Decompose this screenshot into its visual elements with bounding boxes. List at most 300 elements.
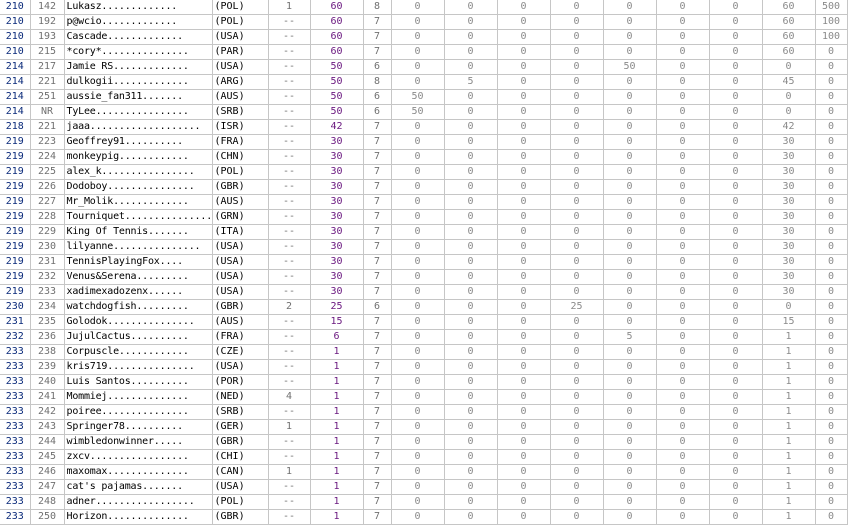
t6-cell: 0: [656, 75, 709, 90]
player-name-cell[interactable]: Jamie RS.............: [64, 60, 212, 75]
t6-cell: 0: [656, 90, 709, 105]
t2-cell: 0: [444, 450, 497, 465]
t4-cell: 0: [550, 15, 603, 30]
t3-cell: 0: [497, 465, 550, 480]
points-cell: 1: [310, 450, 363, 465]
t4-cell: 0: [550, 345, 603, 360]
t3-cell: 0: [497, 255, 550, 270]
t3-cell: 0: [497, 165, 550, 180]
country-cell: (CHN): [212, 150, 268, 165]
t9-cell: 0: [815, 360, 847, 375]
t8-cell: 30: [762, 270, 815, 285]
t5-cell: 0: [603, 30, 656, 45]
movement-cell: --: [268, 480, 310, 495]
player-name-cell[interactable]: xadimexadozenx......: [64, 285, 212, 300]
t7-cell: 0: [709, 210, 762, 225]
table-row: [0, 240, 847, 255]
country-cell: (GRN): [212, 210, 268, 225]
player-name-cell[interactable]: dulkogii.............: [64, 75, 212, 90]
player-name-cell[interactable]: monkeypig............: [64, 150, 212, 165]
t2-cell: 0: [444, 360, 497, 375]
played-cell: 7: [363, 240, 391, 255]
t8-cell: 1: [762, 495, 815, 510]
table-row: [0, 480, 847, 495]
table-row: [0, 450, 847, 465]
country-cell: (AUS): [212, 315, 268, 330]
movement-cell: 1: [268, 465, 310, 480]
table-row: [0, 300, 847, 315]
t5-cell: 0: [603, 255, 656, 270]
t5-cell: 0: [603, 225, 656, 240]
t5-cell: 0: [603, 75, 656, 90]
t6-cell: 0: [656, 375, 709, 390]
t7-cell: 0: [709, 180, 762, 195]
prev-rank-cell: 238: [30, 345, 64, 360]
player-name-cell[interactable]: Geoffrey91..........: [64, 135, 212, 150]
movement-cell: --: [268, 45, 310, 60]
country-cell: (POL): [212, 495, 268, 510]
t2-cell: 0: [444, 300, 497, 315]
movement-cell: --: [268, 405, 310, 420]
rank-cell: 214: [0, 90, 30, 105]
t6-cell: 0: [656, 270, 709, 285]
t3-cell: 0: [497, 405, 550, 420]
t7-cell: 0: [709, 360, 762, 375]
t8-cell: 30: [762, 255, 815, 270]
movement-cell: --: [268, 135, 310, 150]
t2-cell: 0: [444, 330, 497, 345]
table-row: [0, 345, 847, 360]
t9-cell: 0: [815, 375, 847, 390]
t4-cell: 0: [550, 450, 603, 465]
t7-cell: 0: [709, 240, 762, 255]
t3-cell: 0: [497, 210, 550, 225]
t6-cell: 0: [656, 510, 709, 525]
t3-cell: 0: [497, 150, 550, 165]
t6-cell: 0: [656, 390, 709, 405]
player-name-cell[interactable]: Golodok...............: [64, 315, 212, 330]
rank-cell: 219: [0, 285, 30, 300]
player-name-cell[interactable]: zxcv.................: [64, 450, 212, 465]
country-cell: (ITA): [212, 225, 268, 240]
rank-cell: 233: [0, 420, 30, 435]
movement-cell: --: [268, 375, 310, 390]
movement-cell: --: [268, 510, 310, 525]
t2-cell: 0: [444, 60, 497, 75]
points-cell: 30: [310, 270, 363, 285]
t8-cell: 0: [762, 300, 815, 315]
t1-cell: 0: [391, 0, 444, 15]
rank-cell: 214: [0, 60, 30, 75]
t4-cell: 25: [550, 300, 603, 315]
t4-cell: 0: [550, 285, 603, 300]
t9-cell: 0: [815, 60, 847, 75]
t3-cell: 0: [497, 300, 550, 315]
country-cell: (AUS): [212, 90, 268, 105]
rank-cell: 233: [0, 390, 30, 405]
prev-rank-cell: 226: [30, 180, 64, 195]
t1-cell: 0: [391, 345, 444, 360]
t5-cell: 0: [603, 120, 656, 135]
t4-cell: 0: [550, 240, 603, 255]
t6-cell: 0: [656, 15, 709, 30]
points-cell: 30: [310, 165, 363, 180]
t7-cell: 0: [709, 330, 762, 345]
t9-cell: 0: [815, 315, 847, 330]
t8-cell: 0: [762, 60, 815, 75]
prev-rank-cell: 242: [30, 405, 64, 420]
table-row: [0, 105, 847, 120]
t5-cell: 0: [603, 150, 656, 165]
player-name-cell[interactable]: Springer78..........: [64, 420, 212, 435]
t4-cell: 0: [550, 465, 603, 480]
t1-cell: 0: [391, 480, 444, 495]
t6-cell: 0: [656, 150, 709, 165]
player-name-cell[interactable]: *cory*...............: [64, 45, 212, 60]
t5-cell: 0: [603, 45, 656, 60]
t5-cell: 0: [603, 495, 656, 510]
played-cell: 7: [363, 450, 391, 465]
t1-cell: 0: [391, 120, 444, 135]
movement-cell: --: [268, 240, 310, 255]
player-name-cell[interactable]: Cascade.............: [64, 30, 212, 45]
t9-cell: 0: [815, 105, 847, 120]
played-cell: 7: [363, 345, 391, 360]
rank-cell: 233: [0, 360, 30, 375]
t4-cell: 0: [550, 435, 603, 450]
player-name-cell[interactable]: Dodoboy...............: [64, 180, 212, 195]
played-cell: 7: [363, 180, 391, 195]
movement-cell: --: [268, 270, 310, 285]
table-row: [0, 165, 847, 180]
country-cell: (CHI): [212, 450, 268, 465]
t8-cell: 30: [762, 195, 815, 210]
points-cell: 30: [310, 240, 363, 255]
rank-cell: 214: [0, 75, 30, 90]
t1-cell: 0: [391, 465, 444, 480]
t8-cell: 1: [762, 450, 815, 465]
prev-rank-cell: 192: [30, 15, 64, 30]
t7-cell: 0: [709, 375, 762, 390]
player-name-cell[interactable]: p@wcio.............: [64, 15, 212, 30]
table-row: [0, 315, 847, 330]
t2-cell: 0: [444, 285, 497, 300]
country-cell: (GBR): [212, 180, 268, 195]
movement-cell: --: [268, 195, 310, 210]
t9-cell: 0: [815, 450, 847, 465]
movement-cell: --: [268, 165, 310, 180]
t7-cell: 0: [709, 270, 762, 285]
t6-cell: 0: [656, 315, 709, 330]
rank-cell: 219: [0, 165, 30, 180]
t8-cell: 1: [762, 330, 815, 345]
player-name-cell[interactable]: kris719...............: [64, 360, 212, 375]
country-cell: (FRA): [212, 135, 268, 150]
t3-cell: 0: [497, 30, 550, 45]
player-name-cell[interactable]: Lukasz.............: [64, 0, 212, 15]
t2-cell: 5: [444, 75, 497, 90]
t8-cell: 30: [762, 210, 815, 225]
t4-cell: 0: [550, 405, 603, 420]
t7-cell: 0: [709, 420, 762, 435]
t2-cell: 0: [444, 480, 497, 495]
t8-cell: 60: [762, 45, 815, 60]
country-cell: (ARG): [212, 75, 268, 90]
table-row: [0, 210, 847, 225]
movement-cell: --: [268, 315, 310, 330]
player-name-cell[interactable]: Mr_Molik.............: [64, 195, 212, 210]
points-cell: 42: [310, 120, 363, 135]
played-cell: 7: [363, 255, 391, 270]
t8-cell: 60: [762, 0, 815, 15]
t8-cell: 1: [762, 375, 815, 390]
rank-cell: 233: [0, 435, 30, 450]
t3-cell: 0: [497, 135, 550, 150]
t1-cell: 0: [391, 450, 444, 465]
table-row: [0, 420, 847, 435]
player-name-cell[interactable]: lilyanne...............: [64, 240, 212, 255]
t3-cell: 0: [497, 495, 550, 510]
t1-cell: 0: [391, 165, 444, 180]
table-row: [0, 195, 847, 210]
played-cell: 7: [363, 135, 391, 150]
player-name-cell[interactable]: JujulCactus..........: [64, 330, 212, 345]
t2-cell: 0: [444, 345, 497, 360]
t3-cell: 0: [497, 60, 550, 75]
t9-cell: 0: [815, 465, 847, 480]
rank-cell: 218: [0, 120, 30, 135]
t9-cell: 0: [815, 420, 847, 435]
t6-cell: 0: [656, 195, 709, 210]
t6-cell: 0: [656, 210, 709, 225]
t8-cell: 30: [762, 150, 815, 165]
player-name-cell[interactable]: adner.................: [64, 495, 212, 510]
t1-cell: 0: [391, 135, 444, 150]
t6-cell: 0: [656, 135, 709, 150]
points-cell: 1: [310, 480, 363, 495]
t6-cell: 0: [656, 345, 709, 360]
player-name-cell[interactable]: cat's pajamas.......: [64, 480, 212, 495]
rank-cell: 231: [0, 315, 30, 330]
country-cell: (USA): [212, 30, 268, 45]
rank-cell: 233: [0, 495, 30, 510]
rank-cell: 233: [0, 375, 30, 390]
player-name-cell[interactable]: aussie_fan311.......: [64, 90, 212, 105]
t9-cell: 0: [815, 390, 847, 405]
t9-cell: 0: [815, 480, 847, 495]
movement-cell: --: [268, 120, 310, 135]
t6-cell: 0: [656, 120, 709, 135]
played-cell: 8: [363, 0, 391, 15]
table-row: [0, 435, 847, 450]
player-name-cell[interactable]: jaaa...................: [64, 120, 212, 135]
player-name-cell[interactable]: Corpuscle............: [64, 345, 212, 360]
t4-cell: 0: [550, 420, 603, 435]
t5-cell: 0: [603, 315, 656, 330]
t4-cell: 0: [550, 480, 603, 495]
t3-cell: 0: [497, 315, 550, 330]
prev-rank-cell: 217: [30, 60, 64, 75]
played-cell: 7: [363, 210, 391, 225]
played-cell: 7: [363, 420, 391, 435]
t9-cell: 0: [815, 345, 847, 360]
t6-cell: 0: [656, 480, 709, 495]
player-name-cell[interactable]: wimbledonwinner.....: [64, 435, 212, 450]
t3-cell: 0: [497, 15, 550, 30]
t2-cell: 0: [444, 150, 497, 165]
country-cell: (USA): [212, 480, 268, 495]
country-cell: (USA): [212, 240, 268, 255]
movement-cell: --: [268, 285, 310, 300]
rank-cell: 233: [0, 480, 30, 495]
country-cell: (GBR): [212, 300, 268, 315]
t4-cell: 0: [550, 510, 603, 525]
player-name-cell[interactable]: Venus&Serena.........: [64, 270, 212, 285]
t1-cell: 0: [391, 75, 444, 90]
prev-rank-cell: 251: [30, 90, 64, 105]
played-cell: 7: [363, 330, 391, 345]
t3-cell: 0: [497, 480, 550, 495]
t2-cell: 0: [444, 240, 497, 255]
country-cell: (POR): [212, 375, 268, 390]
t1-cell: 0: [391, 375, 444, 390]
t9-cell: 0: [815, 330, 847, 345]
player-name-cell[interactable]: alex_k................: [64, 165, 212, 180]
prev-rank-cell: 230: [30, 240, 64, 255]
prev-rank-cell: 224: [30, 150, 64, 165]
points-cell: 50: [310, 60, 363, 75]
played-cell: 8: [363, 75, 391, 90]
rank-cell: 219: [0, 195, 30, 210]
t8-cell: 1: [762, 465, 815, 480]
t2-cell: 0: [444, 15, 497, 30]
prev-rank-cell: 223: [30, 135, 64, 150]
t2-cell: 0: [444, 435, 497, 450]
prev-rank-cell: 231: [30, 255, 64, 270]
country-cell: (GER): [212, 420, 268, 435]
t8-cell: 1: [762, 390, 815, 405]
played-cell: 7: [363, 405, 391, 420]
played-cell: 6: [363, 60, 391, 75]
t9-cell: 500: [815, 0, 847, 15]
country-cell: (FRA): [212, 330, 268, 345]
t4-cell: 0: [550, 75, 603, 90]
points-cell: 1: [310, 375, 363, 390]
t5-cell: 0: [603, 405, 656, 420]
t9-cell: 0: [815, 225, 847, 240]
t8-cell: 45: [762, 75, 815, 90]
table-row: [0, 285, 847, 300]
played-cell: 7: [363, 270, 391, 285]
points-cell: 30: [310, 285, 363, 300]
table-row: [0, 495, 847, 510]
t2-cell: 0: [444, 390, 497, 405]
country-cell: (USA): [212, 270, 268, 285]
player-name-cell[interactable]: watchdogfish.........: [64, 300, 212, 315]
t3-cell: 0: [497, 240, 550, 255]
player-name-cell[interactable]: Luis Santos..........: [64, 375, 212, 390]
prev-rank-cell: 235: [30, 315, 64, 330]
rank-cell: 219: [0, 270, 30, 285]
played-cell: 7: [363, 465, 391, 480]
country-cell: (CZE): [212, 345, 268, 360]
player-name-cell[interactable]: poiree...............: [64, 405, 212, 420]
t7-cell: 0: [709, 285, 762, 300]
prev-rank-cell: 221: [30, 120, 64, 135]
prev-rank-cell: 248: [30, 495, 64, 510]
points-cell: 1: [310, 360, 363, 375]
t9-cell: 100: [815, 15, 847, 30]
t3-cell: 0: [497, 450, 550, 465]
country-cell: (GBR): [212, 435, 268, 450]
t9-cell: 0: [815, 180, 847, 195]
movement-cell: 4: [268, 390, 310, 405]
t4-cell: 0: [550, 315, 603, 330]
table-row: [0, 120, 847, 135]
t3-cell: 0: [497, 435, 550, 450]
points-cell: 30: [310, 180, 363, 195]
t4-cell: 0: [550, 375, 603, 390]
rank-cell: 210: [0, 15, 30, 30]
t4-cell: 0: [550, 210, 603, 225]
played-cell: 7: [363, 15, 391, 30]
player-name-cell[interactable]: King Of Tennis.......: [64, 225, 212, 240]
player-name-cell[interactable]: maxomax..............: [64, 465, 212, 480]
played-cell: 6: [363, 105, 391, 120]
player-name-cell[interactable]: TyLee................: [64, 105, 212, 120]
t1-cell: 0: [391, 150, 444, 165]
t1-cell: 0: [391, 315, 444, 330]
player-name-cell[interactable]: Mommiej..............: [64, 390, 212, 405]
player-name-cell[interactable]: TennisPlayingFox....: [64, 255, 212, 270]
t3-cell: 0: [497, 180, 550, 195]
rank-cell: 233: [0, 510, 30, 525]
t5-cell: 0: [603, 180, 656, 195]
t4-cell: 0: [550, 90, 603, 105]
t5-cell: 0: [603, 15, 656, 30]
t8-cell: 1: [762, 405, 815, 420]
t1-cell: 0: [391, 330, 444, 345]
t5-cell: 0: [603, 0, 656, 15]
prev-rank-cell: 243: [30, 420, 64, 435]
prev-rank-cell: 228: [30, 210, 64, 225]
player-name-cell[interactable]: Horizon..............: [64, 510, 212, 525]
country-cell: (POL): [212, 165, 268, 180]
t2-cell: 0: [444, 195, 497, 210]
points-cell: 1: [310, 390, 363, 405]
prev-rank-cell: 244: [30, 435, 64, 450]
t3-cell: 0: [497, 45, 550, 60]
t7-cell: 0: [709, 195, 762, 210]
player-name-cell[interactable]: Tourniquet...............: [64, 210, 212, 225]
t1-cell: 0: [391, 60, 444, 75]
t2-cell: 0: [444, 405, 497, 420]
rank-cell: 219: [0, 225, 30, 240]
movement-cell: --: [268, 105, 310, 120]
points-cell: 30: [310, 135, 363, 150]
t3-cell: 0: [497, 120, 550, 135]
movement-cell: --: [268, 90, 310, 105]
t7-cell: 0: [709, 390, 762, 405]
prev-rank-cell: 239: [30, 360, 64, 375]
t5-cell: 5: [603, 330, 656, 345]
t7-cell: 0: [709, 15, 762, 30]
t1-cell: 0: [391, 495, 444, 510]
t7-cell: 0: [709, 0, 762, 15]
t9-cell: 0: [815, 285, 847, 300]
t2-cell: 0: [444, 105, 497, 120]
t1-cell: 0: [391, 180, 444, 195]
